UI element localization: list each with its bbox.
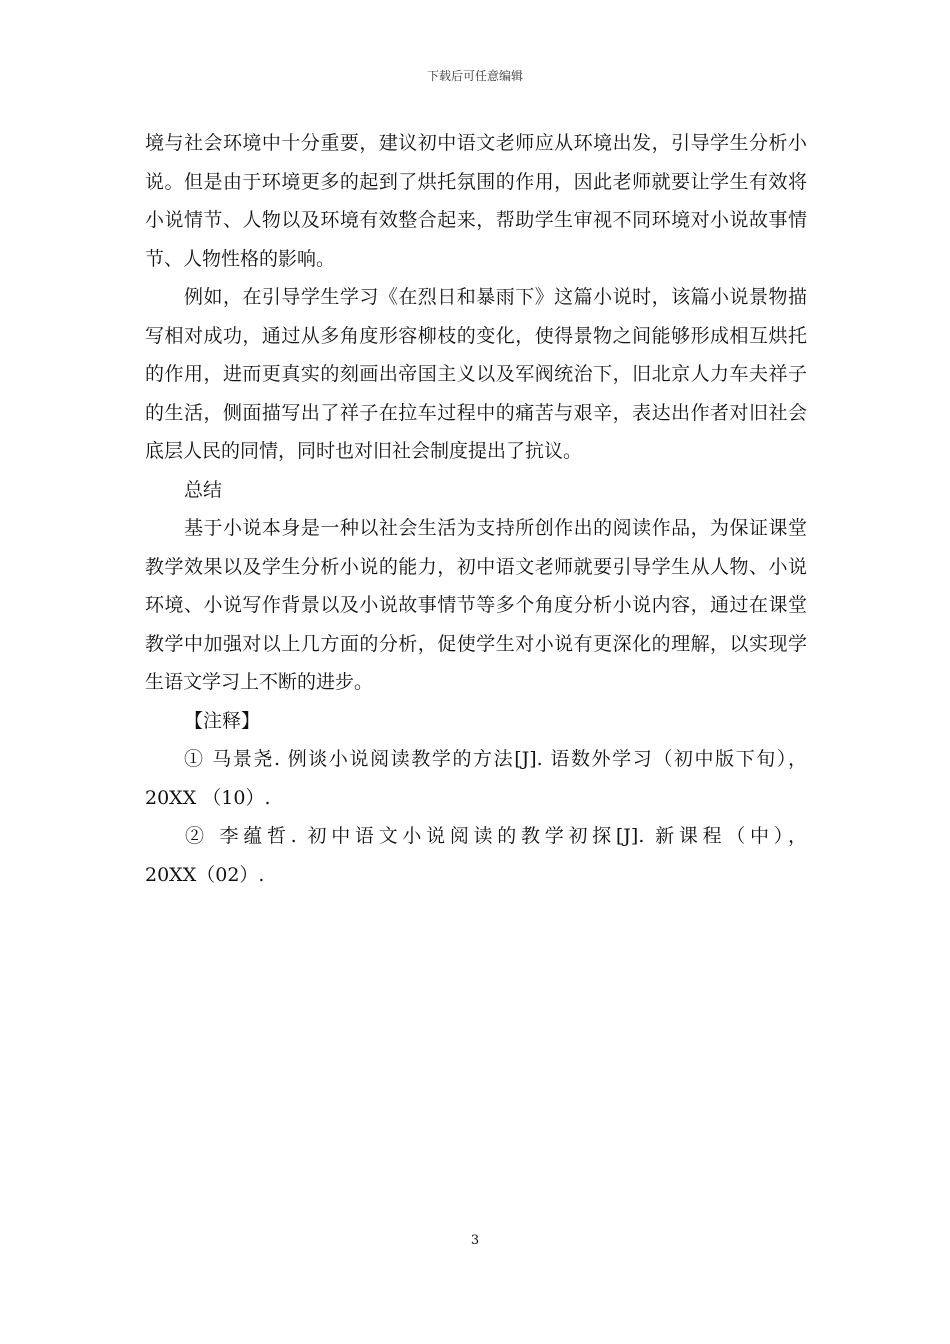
text-line: 教学中加强对以上几方面的分析，促使学生对小说有更深化的理解，以实现学 (145, 632, 807, 655)
text-line: 节、人物性格的影响。 (145, 247, 336, 270)
page-header: 下载后可任意编辑 (426, 69, 523, 83)
reference-line: 20XX（02）. (145, 863, 265, 886)
text-line: 写相对成功，通过从多角度形容柳枝的变化，使得景物之间能够形成相互烘托 (145, 324, 807, 347)
text-line: 底层人民的同情，同时也对旧社会制度提出了抗议。 (145, 440, 583, 462)
heading-notes: 【注释】 (184, 709, 261, 732)
reference-line: ② 李蕴哲. 初中语文小说阅读的教学初探[J]. 新课程（中）， (185, 825, 807, 847)
text-line: 环境、小说写作背景以及小说故事情节等多个角度分析小说内容，通过在课堂 (145, 594, 807, 616)
reference-line: 20XX （10）. (145, 786, 271, 809)
text-line: 的生活，侧面描写出了祥子在拉车过程中的痛苦与艰辛，表达出作者对旧社会 (145, 401, 807, 424)
heading-summary: 总结 (184, 478, 223, 501)
text-line: 教学效果以及学生分析小说的能力，初中语文老师就要引导学生从人物、小说 (145, 555, 807, 578)
reference-list (145, 740, 807, 894)
text-line: 的作用，进而更真实的刻画出帝国主义以及军阀统治下，旧北京人力车夫祥子 (145, 363, 807, 385)
text-line: 小说情节、人物以及环境有效整合起来，帮助学生审视不同环境对小说故事情 (145, 209, 807, 231)
text-line: 生语文学习上不断的进步。 (145, 671, 374, 693)
reference-item (145, 740, 807, 817)
reference-item (145, 817, 807, 894)
paragraph-summary (145, 509, 807, 702)
page-number: 3 (470, 1233, 480, 1248)
paragraph-environment (145, 124, 807, 278)
text-line: 说。但是由于环境更多的起到了烘托氛围的作用，因此老师就要让学生有效将 (145, 170, 807, 193)
text-line: 基于小说本身是一种以社会生活为支持所创作出的阅读作品，为保证课堂 (184, 517, 807, 539)
paragraph-example (145, 278, 807, 471)
document-body (145, 124, 807, 894)
reference-line: ① 马景尧. 例谈小说阅读教学的方法[J]. 语数外学习（初中版下旬）， (184, 748, 807, 770)
text-line: 境与社会环境中十分重要，建议初中语文老师应从环境出发，引导学生分析小 (145, 132, 807, 154)
text-line: 例如，在引导学生学习《在烈日和暴雨下》这篇小说时，该篇小说景物描 (184, 286, 807, 308)
